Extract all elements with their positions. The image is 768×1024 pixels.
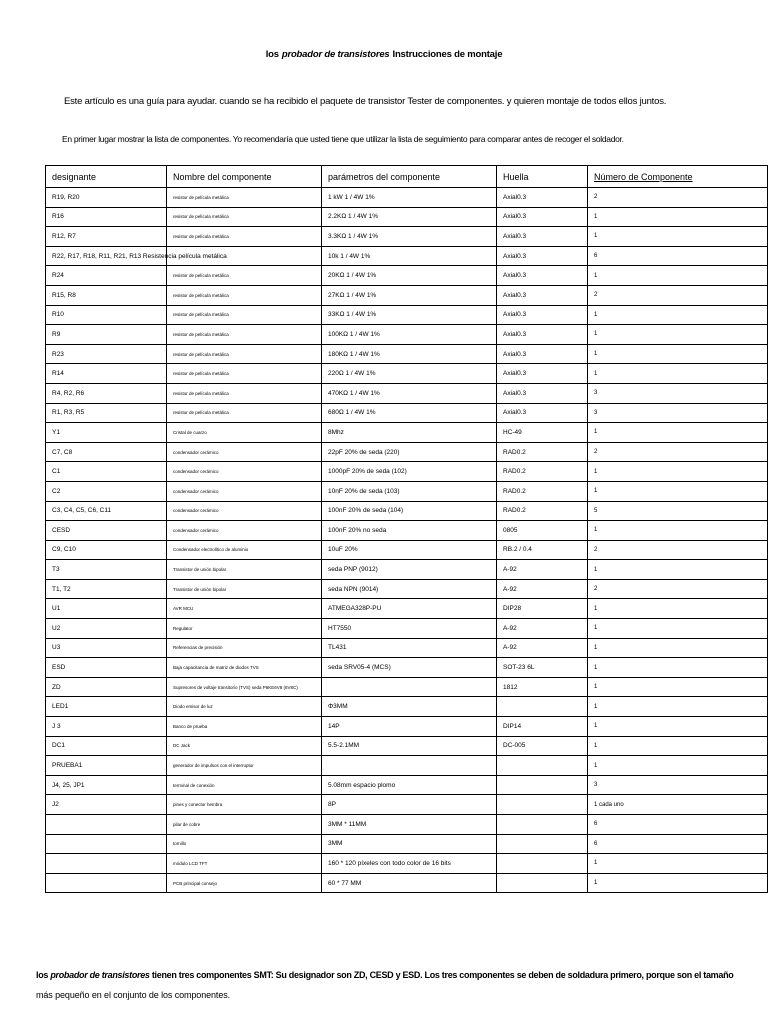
cell-footprint: RAD0.2 <box>497 501 588 521</box>
cell-component-params: 10k 1 / 4W 1% <box>322 246 497 266</box>
cell-footprint: Axial0.3 <box>497 364 588 384</box>
table-row <box>46 442 768 462</box>
cell-footprint <box>497 697 588 717</box>
cell-designator: R24 <box>46 266 167 286</box>
cell-quantity: 1 <box>588 638 768 658</box>
cell-component-name: generador de impulsos con el interruptor <box>167 756 322 776</box>
cell-footprint: RAD0.2 <box>497 481 588 501</box>
cell-designator: R23 <box>46 344 167 364</box>
cell-component-name: Cristal de cuarzo <box>167 423 322 443</box>
cell-component-name: DC Jack <box>167 736 322 756</box>
cell-component-params: 2.2KΩ 1 / 4W 1% <box>322 207 497 227</box>
cell-component-params: HT7550 <box>322 619 497 639</box>
cell-quantity: 1 <box>588 325 768 345</box>
cell-component-params: 470KΩ 1 / 4W 1% <box>322 383 497 403</box>
cell-component-params: ATMEGA328P-PU <box>322 599 497 619</box>
cell-component-params: seda NPN (9014) <box>322 579 497 599</box>
cell-component-name: resistor de película metálica <box>167 383 322 403</box>
title-prefix: los <box>265 49 279 60</box>
cell-component-params: 22pF 20% de seda (220) <box>322 442 497 462</box>
table-row <box>46 501 768 521</box>
cell-footprint <box>497 756 588 776</box>
cell-component-name: Transistor de unión bipolar <box>167 560 322 580</box>
cell-quantity: 1 cada uno <box>588 795 768 815</box>
table-row <box>46 638 768 658</box>
cell-component-params: 14P <box>322 717 497 737</box>
cell-footprint: A-92 <box>497 638 588 658</box>
cell-designator: DC1 <box>46 736 167 756</box>
cell-quantity: 3 <box>588 383 768 403</box>
cell-designator: R19, R20 <box>46 188 167 208</box>
cell-quantity: 5 <box>588 501 768 521</box>
cell-footprint <box>497 834 588 854</box>
table-row <box>46 246 768 266</box>
table-row <box>46 658 768 678</box>
table-row <box>46 364 768 384</box>
cell-designator: PRUEBA1 <box>46 756 167 776</box>
cell-component-params <box>322 677 497 697</box>
cell-component-name: módulo LCD TFT <box>167 854 322 874</box>
cell-component-name: Transistor de unión bipolar <box>167 579 322 599</box>
cell-footprint: Axial0.3 <box>497 403 588 423</box>
cell-quantity: 1 <box>588 364 768 384</box>
title-italic: probador de transistores <box>281 49 390 60</box>
cell-designator: R9 <box>46 325 167 345</box>
cell-component-name: Baja capacitancia de matriz de diodos TVS <box>167 658 322 678</box>
cell-footprint: 1812 <box>497 677 588 697</box>
cell-quantity: 3 <box>588 403 768 423</box>
cell-footprint: 0805 <box>497 521 588 541</box>
cell-designator: R22, R17, R18, R11, R21, R13 Resistencia película metálica <box>46 246 167 266</box>
cell-quantity: 1 <box>588 619 768 639</box>
cell-component-params: 10uF 20% <box>322 540 497 560</box>
cell-component-name: resistor de película metálica <box>167 285 322 305</box>
cell-quantity: 2 <box>588 442 768 462</box>
table-header-row <box>46 166 768 188</box>
table-row <box>46 815 768 835</box>
cell-quantity: 2 <box>588 579 768 599</box>
cell-designator <box>46 873 167 893</box>
table-row <box>46 403 768 423</box>
cell-quantity: 6 <box>588 246 768 266</box>
cell-designator: J4, 25, JP1 <box>46 775 167 795</box>
cell-footprint <box>497 795 588 815</box>
cell-designator: R1, R3, R5 <box>46 403 167 423</box>
cell-quantity: 1 <box>588 677 768 697</box>
cell-quantity: 1 <box>588 521 768 541</box>
cell-component-params: 100nF 20% de seda (104) <box>322 501 497 521</box>
cell-quantity: 1 <box>588 697 768 717</box>
cell-footprint: DIP28 <box>497 599 588 619</box>
cell-component-params: 100nF 20% no seda <box>322 521 497 541</box>
cell-footprint: RB.2 / 0.4 <box>497 540 588 560</box>
cell-designator: LED1 <box>46 697 167 717</box>
cell-quantity: 1 <box>588 344 768 364</box>
table-row <box>46 344 768 364</box>
cell-designator: C7, C8 <box>46 442 167 462</box>
cell-component-params: 20KΩ 1 / 4W 1% <box>322 266 497 286</box>
cell-quantity: 6 <box>588 815 768 835</box>
cell-component-name: resistor de película metálica <box>167 403 322 423</box>
cell-quantity: 1 <box>588 266 768 286</box>
cell-footprint: A-92 <box>497 579 588 599</box>
header-footprint: Huella <box>497 166 588 188</box>
cell-footprint: RAD0.2 <box>497 462 588 482</box>
table-row <box>46 697 768 717</box>
table-row <box>46 677 768 697</box>
table-row <box>46 619 768 639</box>
cell-footprint: Axial0.3 <box>497 227 588 247</box>
cell-designator: R16 <box>46 207 167 227</box>
cell-quantity: 1 <box>588 462 768 482</box>
cell-designator: T3 <box>46 560 167 580</box>
footer-line-1 <box>36 970 733 980</box>
cell-component-name: Referencias de precisión <box>167 638 322 658</box>
cell-quantity: 1 <box>588 873 768 893</box>
table-row <box>46 521 768 541</box>
cell-footprint <box>497 815 588 835</box>
table-row <box>46 325 768 345</box>
cell-component-name: resistor de película metálica <box>167 188 322 208</box>
cell-component-params: 1 kW 1 / 4W 1% <box>322 188 497 208</box>
cell-quantity: 1 <box>588 423 768 443</box>
table-row <box>46 383 768 403</box>
table-row <box>46 736 768 756</box>
document-title <box>0 49 768 60</box>
cell-component-params: 10nF 20% de seda (103) <box>322 481 497 501</box>
cell-component-params: 60 * 77 MM <box>322 873 497 893</box>
cell-designator <box>46 815 167 835</box>
table-row <box>46 756 768 776</box>
footer-italic: probador de transistores <box>50 970 150 980</box>
cell-quantity: 6 <box>588 834 768 854</box>
table-row <box>46 266 768 286</box>
cell-designator: R14 <box>46 364 167 384</box>
cell-quantity: 1 <box>588 207 768 227</box>
cell-component-name: resistor de película metálica <box>167 325 322 345</box>
table-body <box>46 188 768 893</box>
cell-footprint <box>497 775 588 795</box>
cell-quantity: 2 <box>588 188 768 208</box>
cell-designator <box>46 834 167 854</box>
cell-component-params: 3MM <box>322 834 497 854</box>
footer-line-1-rest: tienen tres componentes SMT: Su designador son ZD, CESD y ESD. Los tres componentes se deben de soldadura primero, porque son el tamaño <box>151 970 734 980</box>
header-component-name: Nombre del componente <box>167 166 322 188</box>
table-row <box>46 423 768 443</box>
cell-component-name: resistor de película metálica <box>167 305 322 325</box>
cell-quantity: 1 <box>588 854 768 874</box>
intro-paragraph: Este artículo es una guía para ayudar. cuando se ha recibido el paquete de transistor Tester de componentes. y quieren montaje de todos ellos juntos. <box>64 96 667 107</box>
cell-footprint <box>497 873 588 893</box>
cell-component-params: 1000pF 20% de seda (102) <box>322 462 497 482</box>
cell-footprint: A-92 <box>497 619 588 639</box>
cell-component-name: Banco de prueba <box>167 717 322 737</box>
cell-component-name: condensador cerámico <box>167 442 322 462</box>
cell-designator: ZD <box>46 677 167 697</box>
cell-quantity: 1 <box>588 658 768 678</box>
table-row <box>46 599 768 619</box>
cell-footprint: SOT-23 6L <box>497 658 588 678</box>
cell-component-name: pilar de cobre <box>167 815 322 835</box>
cell-footprint: Axial0.3 <box>497 266 588 286</box>
table-row <box>46 854 768 874</box>
table-row <box>46 285 768 305</box>
cell-designator: U1 <box>46 599 167 619</box>
cell-quantity: 2 <box>588 285 768 305</box>
cell-footprint: Axial0.3 <box>497 246 588 266</box>
cell-quantity: 1 <box>588 736 768 756</box>
table-row <box>46 188 768 208</box>
cell-component-params: 180KΩ 1 / 4W 1% <box>322 344 497 364</box>
cell-footprint <box>497 854 588 874</box>
cell-footprint: Axial0.3 <box>497 188 588 208</box>
cell-quantity: 1 <box>588 481 768 501</box>
cell-component-params <box>322 756 497 776</box>
table-row <box>46 207 768 227</box>
cell-footprint: Axial0.3 <box>497 344 588 364</box>
cell-component-name: condensador cerámico <box>167 521 322 541</box>
cell-quantity: 1 <box>588 305 768 325</box>
cell-designator: C1 <box>46 462 167 482</box>
cell-component-params: 5.5-2.1MM <box>322 736 497 756</box>
cell-component-params: 3MM * 11MM <box>322 815 497 835</box>
table-row <box>46 873 768 893</box>
cell-quantity: 2 <box>588 540 768 560</box>
table-row <box>46 560 768 580</box>
cell-component-name: AVR MCU <box>167 599 322 619</box>
cell-designator: R15, R8 <box>46 285 167 305</box>
cell-component-params: seda SRV05-4 (MCS) <box>322 658 497 678</box>
cell-footprint: Axial0.3 <box>497 383 588 403</box>
cell-designator: U3 <box>46 638 167 658</box>
cell-component-name: tornillo <box>167 834 322 854</box>
cell-component-name: Diodo emisor de luz <box>167 697 322 717</box>
cell-component-name: condensador cerámico <box>167 481 322 501</box>
footer-prefix: los <box>36 970 49 980</box>
cell-component-params: Φ3MM <box>322 697 497 717</box>
table-row <box>46 717 768 737</box>
cell-component-params: 160 * 120 píxeles con todo color de 16 bits <box>322 854 497 874</box>
cell-quantity: 1 <box>588 599 768 619</box>
cell-component-params: seda PNP (9012) <box>322 560 497 580</box>
cell-component-name: Regulator <box>167 619 322 639</box>
cell-quantity: 3 <box>588 775 768 795</box>
cell-component-name: condensador cerámico <box>167 501 322 521</box>
cell-designator: R10 <box>46 305 167 325</box>
table-row <box>46 481 768 501</box>
cell-designator: R12, R7 <box>46 227 167 247</box>
cell-footprint: Axial0.3 <box>497 207 588 227</box>
cell-component-params: 33KΩ 1 / 4W 1% <box>322 305 497 325</box>
cell-component-name: resistor de película metálica <box>167 266 322 286</box>
cell-designator: ESD <box>46 658 167 678</box>
cell-component-params: TL431 <box>322 638 497 658</box>
table-row <box>46 540 768 560</box>
cell-component-name: resistor de película metálica <box>167 207 322 227</box>
cell-designator: Y1 <box>46 423 167 443</box>
cell-component-name: resistor de película metálica <box>167 227 322 247</box>
cell-designator: C2 <box>46 481 167 501</box>
header-quantity: Número de Componente <box>588 166 768 188</box>
cell-designator: J2 <box>46 795 167 815</box>
cell-quantity: 1 <box>588 227 768 247</box>
cell-designator: U2 <box>46 619 167 639</box>
list-intro-paragraph: En primer lugar mostrar la lista de componentes. Yo recomendaría que usted tiene que utilizar la lista de seguimiento para comparar antes de recoger el soldador. <box>62 134 624 144</box>
cell-footprint: DIP14 <box>497 717 588 737</box>
title-suffix: Instrucciones de montaje <box>392 49 503 60</box>
cell-quantity: 1 <box>588 717 768 737</box>
cell-quantity: 1 <box>588 756 768 776</box>
cell-component-params: 5.08mm espacio plomo <box>322 775 497 795</box>
table-row <box>46 305 768 325</box>
cell-component-params: 220Ω 1 / 4W 1% <box>322 364 497 384</box>
table-row <box>46 775 768 795</box>
table-row <box>46 227 768 247</box>
cell-designator: T1, T2 <box>46 579 167 599</box>
cell-quantity: 1 <box>588 560 768 580</box>
header-designator: designante <box>46 166 167 188</box>
cell-designator: CESD <box>46 521 167 541</box>
cell-designator: C9, C10 <box>46 540 167 560</box>
cell-component-params: 680Ω 1 / 4W 1% <box>322 403 497 423</box>
cell-footprint: RAD0.2 <box>497 442 588 462</box>
cell-component-params: 8Mhz <box>322 423 497 443</box>
cell-component-name: Supresores de voltaje transitorio (TVS) seda P6KE6V8 (6V8C) <box>167 677 322 697</box>
table-row <box>46 462 768 482</box>
components-table <box>45 165 768 893</box>
cell-designator: J 3 <box>46 717 167 737</box>
cell-component-name: resistor de película metálica <box>167 344 322 364</box>
cell-footprint: HC-49 <box>497 423 588 443</box>
cell-designator <box>46 854 167 874</box>
footer-line-2: más pequeño en el conjunto de los componentes. <box>36 990 231 1000</box>
cell-footprint: Axial0.3 <box>497 305 588 325</box>
cell-designator: R4, R2, R6 <box>46 383 167 403</box>
cell-component-params: 3.3KΩ 1 / 4W 1% <box>322 227 497 247</box>
header-component-params: parámetros del componente <box>322 166 497 188</box>
cell-footprint: DC-005 <box>497 736 588 756</box>
cell-component-params: 27KΩ 1 / 4W 1% <box>322 285 497 305</box>
cell-component-name: condensador cerámico <box>167 462 322 482</box>
table-row <box>46 834 768 854</box>
cell-component-params: 100KΩ 1 / 4W 1% <box>322 325 497 345</box>
cell-component-name: Condensador electrolítico de aluminio <box>167 540 322 560</box>
cell-component-name: terminal de conexión <box>167 775 322 795</box>
table-row <box>46 795 768 815</box>
cell-footprint: Axial0.3 <box>497 325 588 345</box>
cell-component-name: PCB principal consejo <box>167 873 322 893</box>
table-row <box>46 579 768 599</box>
cell-component-name: pines y conector hembra <box>167 795 322 815</box>
cell-footprint: A-92 <box>497 560 588 580</box>
cell-component-params: 8P <box>322 795 497 815</box>
cell-component-name: resistor de película metálica <box>167 364 322 384</box>
cell-designator: C3, C4, C5, C6, C11 <box>46 501 167 521</box>
cell-footprint: Axial0.3 <box>497 285 588 305</box>
